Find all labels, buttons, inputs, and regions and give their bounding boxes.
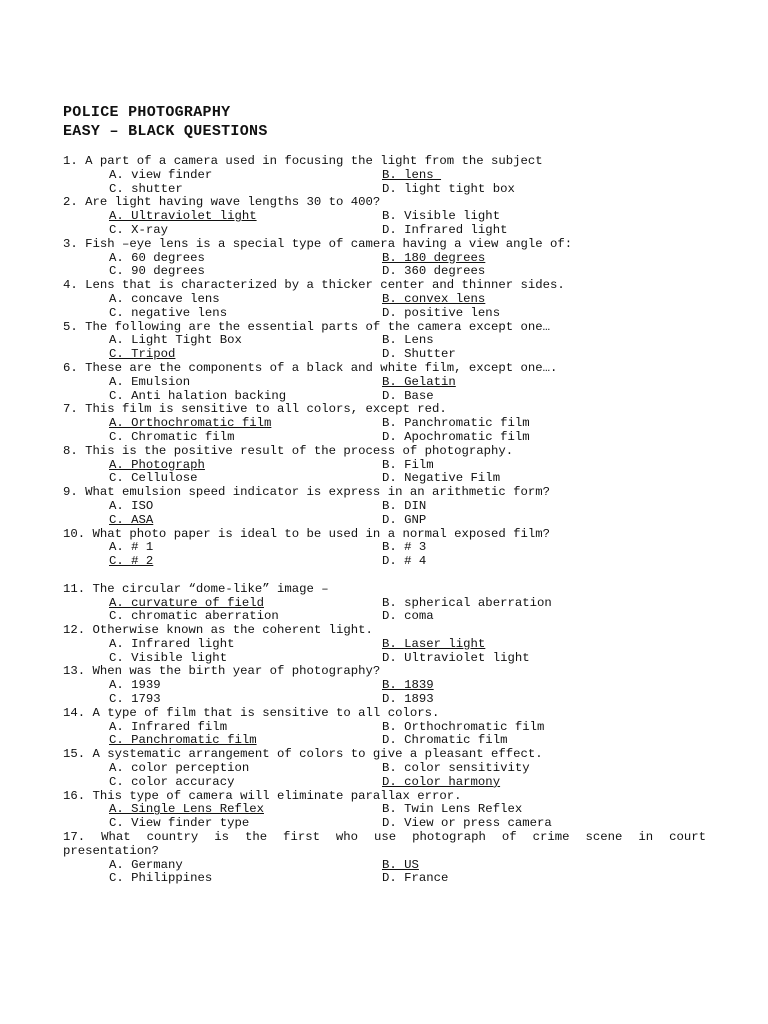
answer-option bbox=[382, 803, 662, 817]
question-stem: 11. The circular “dome-like” image – bbox=[63, 581, 329, 596]
answer-option-correct bbox=[382, 679, 662, 693]
question-stem: 5. The following are the essential parts of the camera except one… bbox=[63, 319, 551, 334]
answer-option bbox=[109, 293, 382, 307]
answer-option bbox=[109, 721, 382, 735]
question-stem: 17. What country is the first who use photograph of crime scene in court presentation? bbox=[63, 830, 706, 858]
option-text: B. 1839 bbox=[382, 678, 434, 693]
option-text: D. Infrared light bbox=[382, 222, 508, 237]
answer-option bbox=[109, 817, 382, 831]
answer-options bbox=[63, 638, 723, 666]
answer-option bbox=[382, 500, 662, 514]
option-text: B. convex lens bbox=[382, 291, 486, 306]
answer-option bbox=[382, 431, 662, 445]
answer-option bbox=[109, 541, 382, 555]
option-text: D. France bbox=[382, 871, 449, 886]
option-text: C. View finder type bbox=[109, 816, 250, 831]
answer-option bbox=[109, 334, 382, 348]
option-text: C. chromatic aberration bbox=[109, 609, 279, 624]
option-text: B. DIN bbox=[382, 498, 427, 513]
option-text: B. US bbox=[382, 857, 419, 872]
answer-option-correct bbox=[382, 376, 662, 390]
question-stem: 16. This type of camera will eliminate parallax error. bbox=[63, 788, 462, 803]
option-text: B. color sensitivity bbox=[382, 761, 530, 776]
question-item bbox=[63, 321, 723, 362]
question-item bbox=[63, 403, 723, 444]
question-item bbox=[63, 279, 723, 320]
question-stem: 7. This film is sensitive to all colors, except red. bbox=[63, 402, 447, 417]
answer-option bbox=[109, 183, 382, 197]
question-item bbox=[63, 624, 723, 665]
option-text: B. Orthochromatic film bbox=[382, 719, 545, 734]
answer-option bbox=[109, 252, 382, 266]
answer-option-correct bbox=[382, 169, 662, 183]
answer-option bbox=[382, 265, 662, 279]
answer-option bbox=[382, 693, 662, 707]
option-text: C. Anti halation backing bbox=[109, 388, 287, 403]
option-text: B. Twin Lens Reflex bbox=[382, 802, 523, 817]
answer-option bbox=[382, 417, 662, 431]
answer-options bbox=[63, 541, 723, 569]
answer-options bbox=[63, 169, 723, 197]
option-text: C. 90 degrees bbox=[109, 264, 205, 279]
option-text: C. X-ray bbox=[109, 222, 169, 237]
answer-option-correct bbox=[109, 417, 382, 431]
option-text: C. Cellulose bbox=[109, 471, 198, 486]
option-text: B. Lens bbox=[382, 333, 434, 348]
answer-options bbox=[63, 859, 723, 887]
option-text: A. curvature of field bbox=[109, 595, 264, 610]
option-text: D. Chromatic film bbox=[382, 733, 508, 748]
answer-option bbox=[109, 265, 382, 279]
option-text: A. Photograph bbox=[109, 457, 205, 472]
answer-options bbox=[63, 500, 723, 528]
question-stem: 6. These are the components of a black and white film, except one…. bbox=[63, 360, 558, 375]
question-list bbox=[63, 155, 723, 886]
question-stem: 4. Lens that is characterized by a thicker center and thinner sides. bbox=[63, 278, 565, 293]
answer-option bbox=[109, 224, 382, 238]
question-item bbox=[63, 831, 723, 886]
option-text: C. Visible light bbox=[109, 650, 228, 665]
question-stem: 12. Otherwise known as the coherent light. bbox=[63, 623, 373, 638]
option-text: D. View or press camera bbox=[382, 816, 552, 831]
answer-options bbox=[63, 721, 723, 749]
answer-option-correct bbox=[109, 597, 382, 611]
question-item bbox=[63, 665, 723, 706]
option-text: D. GNP bbox=[382, 512, 427, 527]
answer-option-correct bbox=[109, 348, 382, 362]
option-text: A. Single Lens Reflex bbox=[109, 802, 264, 817]
answer-option bbox=[382, 224, 662, 238]
answer-options bbox=[63, 376, 723, 404]
question-item bbox=[63, 748, 723, 789]
answer-option bbox=[382, 210, 662, 224]
answer-options bbox=[63, 597, 723, 625]
question-item bbox=[63, 155, 723, 196]
answer-option bbox=[382, 348, 662, 362]
option-text: D. coma bbox=[382, 609, 434, 624]
option-text: D. Negative Film bbox=[382, 471, 501, 486]
answer-option bbox=[382, 762, 662, 776]
answer-options bbox=[63, 293, 723, 321]
answer-option bbox=[109, 500, 382, 514]
answer-option bbox=[382, 183, 662, 197]
answer-options bbox=[63, 679, 723, 707]
question-item bbox=[63, 362, 723, 403]
answer-option bbox=[382, 597, 662, 611]
answer-option-correct bbox=[109, 514, 382, 528]
option-text: D. Ultraviolet light bbox=[382, 650, 530, 665]
question-stem: 2. Are light having wave lengths 30 to 400? bbox=[63, 195, 381, 210]
answer-option-correct bbox=[109, 555, 382, 569]
option-text: D. # 4 bbox=[382, 554, 427, 569]
document-page bbox=[63, 103, 723, 886]
answer-option bbox=[382, 872, 662, 886]
document-header bbox=[63, 103, 723, 141]
answer-option bbox=[382, 721, 662, 735]
option-text: B. 180 degrees bbox=[382, 250, 486, 265]
question-item bbox=[63, 790, 723, 831]
answer-options bbox=[63, 762, 723, 790]
option-text: A. Ultraviolet light bbox=[109, 209, 257, 224]
answer-options bbox=[63, 417, 723, 445]
answer-option-correct bbox=[109, 803, 382, 817]
answer-option bbox=[109, 693, 382, 707]
option-text: C. Tripod bbox=[109, 347, 176, 362]
answer-option-correct bbox=[109, 734, 382, 748]
question-item bbox=[63, 486, 723, 527]
option-text: A. ISO bbox=[109, 498, 154, 513]
option-text: A. concave lens bbox=[109, 291, 220, 306]
answer-option bbox=[382, 734, 662, 748]
answer-option bbox=[382, 652, 662, 666]
option-text: A. 60 degrees bbox=[109, 250, 205, 265]
answer-option bbox=[109, 776, 382, 790]
answer-option bbox=[382, 334, 662, 348]
question-stem: 1. A part of a camera used in focusing the light from the subject bbox=[63, 154, 543, 168]
answer-option bbox=[109, 169, 382, 183]
answer-option bbox=[382, 514, 662, 528]
option-text: B. Laser light bbox=[382, 636, 486, 651]
answer-option bbox=[382, 817, 662, 831]
answer-option bbox=[382, 555, 662, 569]
option-text: C. negative lens bbox=[109, 305, 228, 320]
option-text: A. Infrared film bbox=[109, 719, 228, 734]
answer-option-correct bbox=[382, 293, 662, 307]
answer-options bbox=[63, 803, 723, 831]
option-text: C. Philippines bbox=[109, 871, 213, 886]
answer-option-correct bbox=[382, 859, 662, 873]
answer-options bbox=[63, 210, 723, 238]
answer-option bbox=[382, 541, 662, 555]
option-text: A. view finder bbox=[109, 167, 213, 182]
option-text: A. color perception bbox=[109, 761, 250, 776]
question-stem: 10. What photo paper is ideal to be used in a normal exposed film? bbox=[63, 526, 551, 541]
answer-option bbox=[109, 652, 382, 666]
answer-option bbox=[382, 390, 662, 404]
question-stem: 13. When was the birth year of photography? bbox=[63, 664, 381, 679]
answer-option bbox=[382, 307, 662, 321]
option-text: B. lens bbox=[382, 167, 442, 182]
option-text: D. 360 degrees bbox=[382, 264, 486, 279]
option-text: C. shutter bbox=[109, 181, 183, 196]
option-text: A. Infrared light bbox=[109, 636, 235, 651]
answer-option bbox=[382, 459, 662, 473]
option-text: A. 1939 bbox=[109, 678, 161, 693]
question-stem: 9. What emulsion speed indicator is express in an arithmetic form? bbox=[63, 485, 551, 500]
option-text: D. light tight box bbox=[382, 181, 515, 196]
option-text: C. 1793 bbox=[109, 692, 161, 707]
answer-options bbox=[63, 252, 723, 280]
question-stem: 14. A type of film that is sensitive to all colors. bbox=[63, 705, 440, 720]
answer-option bbox=[109, 390, 382, 404]
document-subtitle: EASY – BLACK QUESTIONS bbox=[63, 123, 268, 140]
option-text: D. Apochromatic film bbox=[382, 429, 530, 444]
option-text: D. positive lens bbox=[382, 305, 501, 320]
option-text: D. 1893 bbox=[382, 692, 434, 707]
option-text: A. Emulsion bbox=[109, 374, 191, 389]
option-text: C. Chromatic film bbox=[109, 429, 235, 444]
answer-option-correct bbox=[382, 776, 662, 790]
answer-option-correct bbox=[109, 210, 382, 224]
option-text: D. color harmony bbox=[382, 774, 501, 789]
answer-option bbox=[109, 376, 382, 390]
question-item bbox=[63, 528, 723, 569]
option-text: B. Visible light bbox=[382, 209, 501, 224]
answer-option bbox=[109, 859, 382, 873]
answer-option-correct bbox=[109, 459, 382, 473]
question-stem: 15. A systematic arrangement of colors to give a pleasant effect. bbox=[63, 747, 543, 762]
question-item bbox=[63, 196, 723, 237]
question-item bbox=[63, 445, 723, 486]
question-item bbox=[63, 238, 723, 279]
answer-option bbox=[109, 762, 382, 776]
option-text: C. color accuracy bbox=[109, 774, 235, 789]
answer-option bbox=[109, 431, 382, 445]
option-text: C. ASA bbox=[109, 512, 154, 527]
answer-option-correct bbox=[382, 252, 662, 266]
option-text: B. Gelatin bbox=[382, 374, 456, 389]
answer-options bbox=[63, 459, 723, 487]
answer-option bbox=[109, 472, 382, 486]
option-text: B. spherical aberration bbox=[382, 595, 552, 610]
option-text: B. Film bbox=[382, 457, 434, 472]
question-stem: 3. Fish –eye lens is a special type of camera having a view angle of: bbox=[63, 236, 573, 251]
option-text: A. Germany bbox=[109, 857, 183, 872]
option-text: B. # 3 bbox=[382, 540, 427, 555]
document-title: POLICE PHOTOGRAPHY bbox=[63, 104, 231, 121]
question-item bbox=[63, 583, 723, 624]
answer-option bbox=[109, 307, 382, 321]
option-text: D. Base bbox=[382, 388, 434, 403]
answer-option bbox=[109, 872, 382, 886]
question-stem: 8. This is the positive result of the process of photography. bbox=[63, 443, 514, 458]
answer-option bbox=[109, 638, 382, 652]
option-text: C. Panchromatic film bbox=[109, 733, 257, 748]
answer-option bbox=[109, 679, 382, 693]
answer-option bbox=[109, 610, 382, 624]
question-item bbox=[63, 707, 723, 748]
option-text: A. Orthochromatic film bbox=[109, 416, 272, 431]
spacer bbox=[63, 569, 723, 583]
answer-option bbox=[382, 472, 662, 486]
option-text: A. Light Tight Box bbox=[109, 333, 242, 348]
option-text: B. Panchromatic film bbox=[382, 416, 530, 431]
option-text: D. Shutter bbox=[382, 347, 456, 362]
answer-option bbox=[382, 610, 662, 624]
answer-options bbox=[63, 334, 723, 362]
option-text: A. # 1 bbox=[109, 540, 154, 555]
option-text: C. # 2 bbox=[109, 554, 154, 569]
answer-option-correct bbox=[382, 638, 662, 652]
